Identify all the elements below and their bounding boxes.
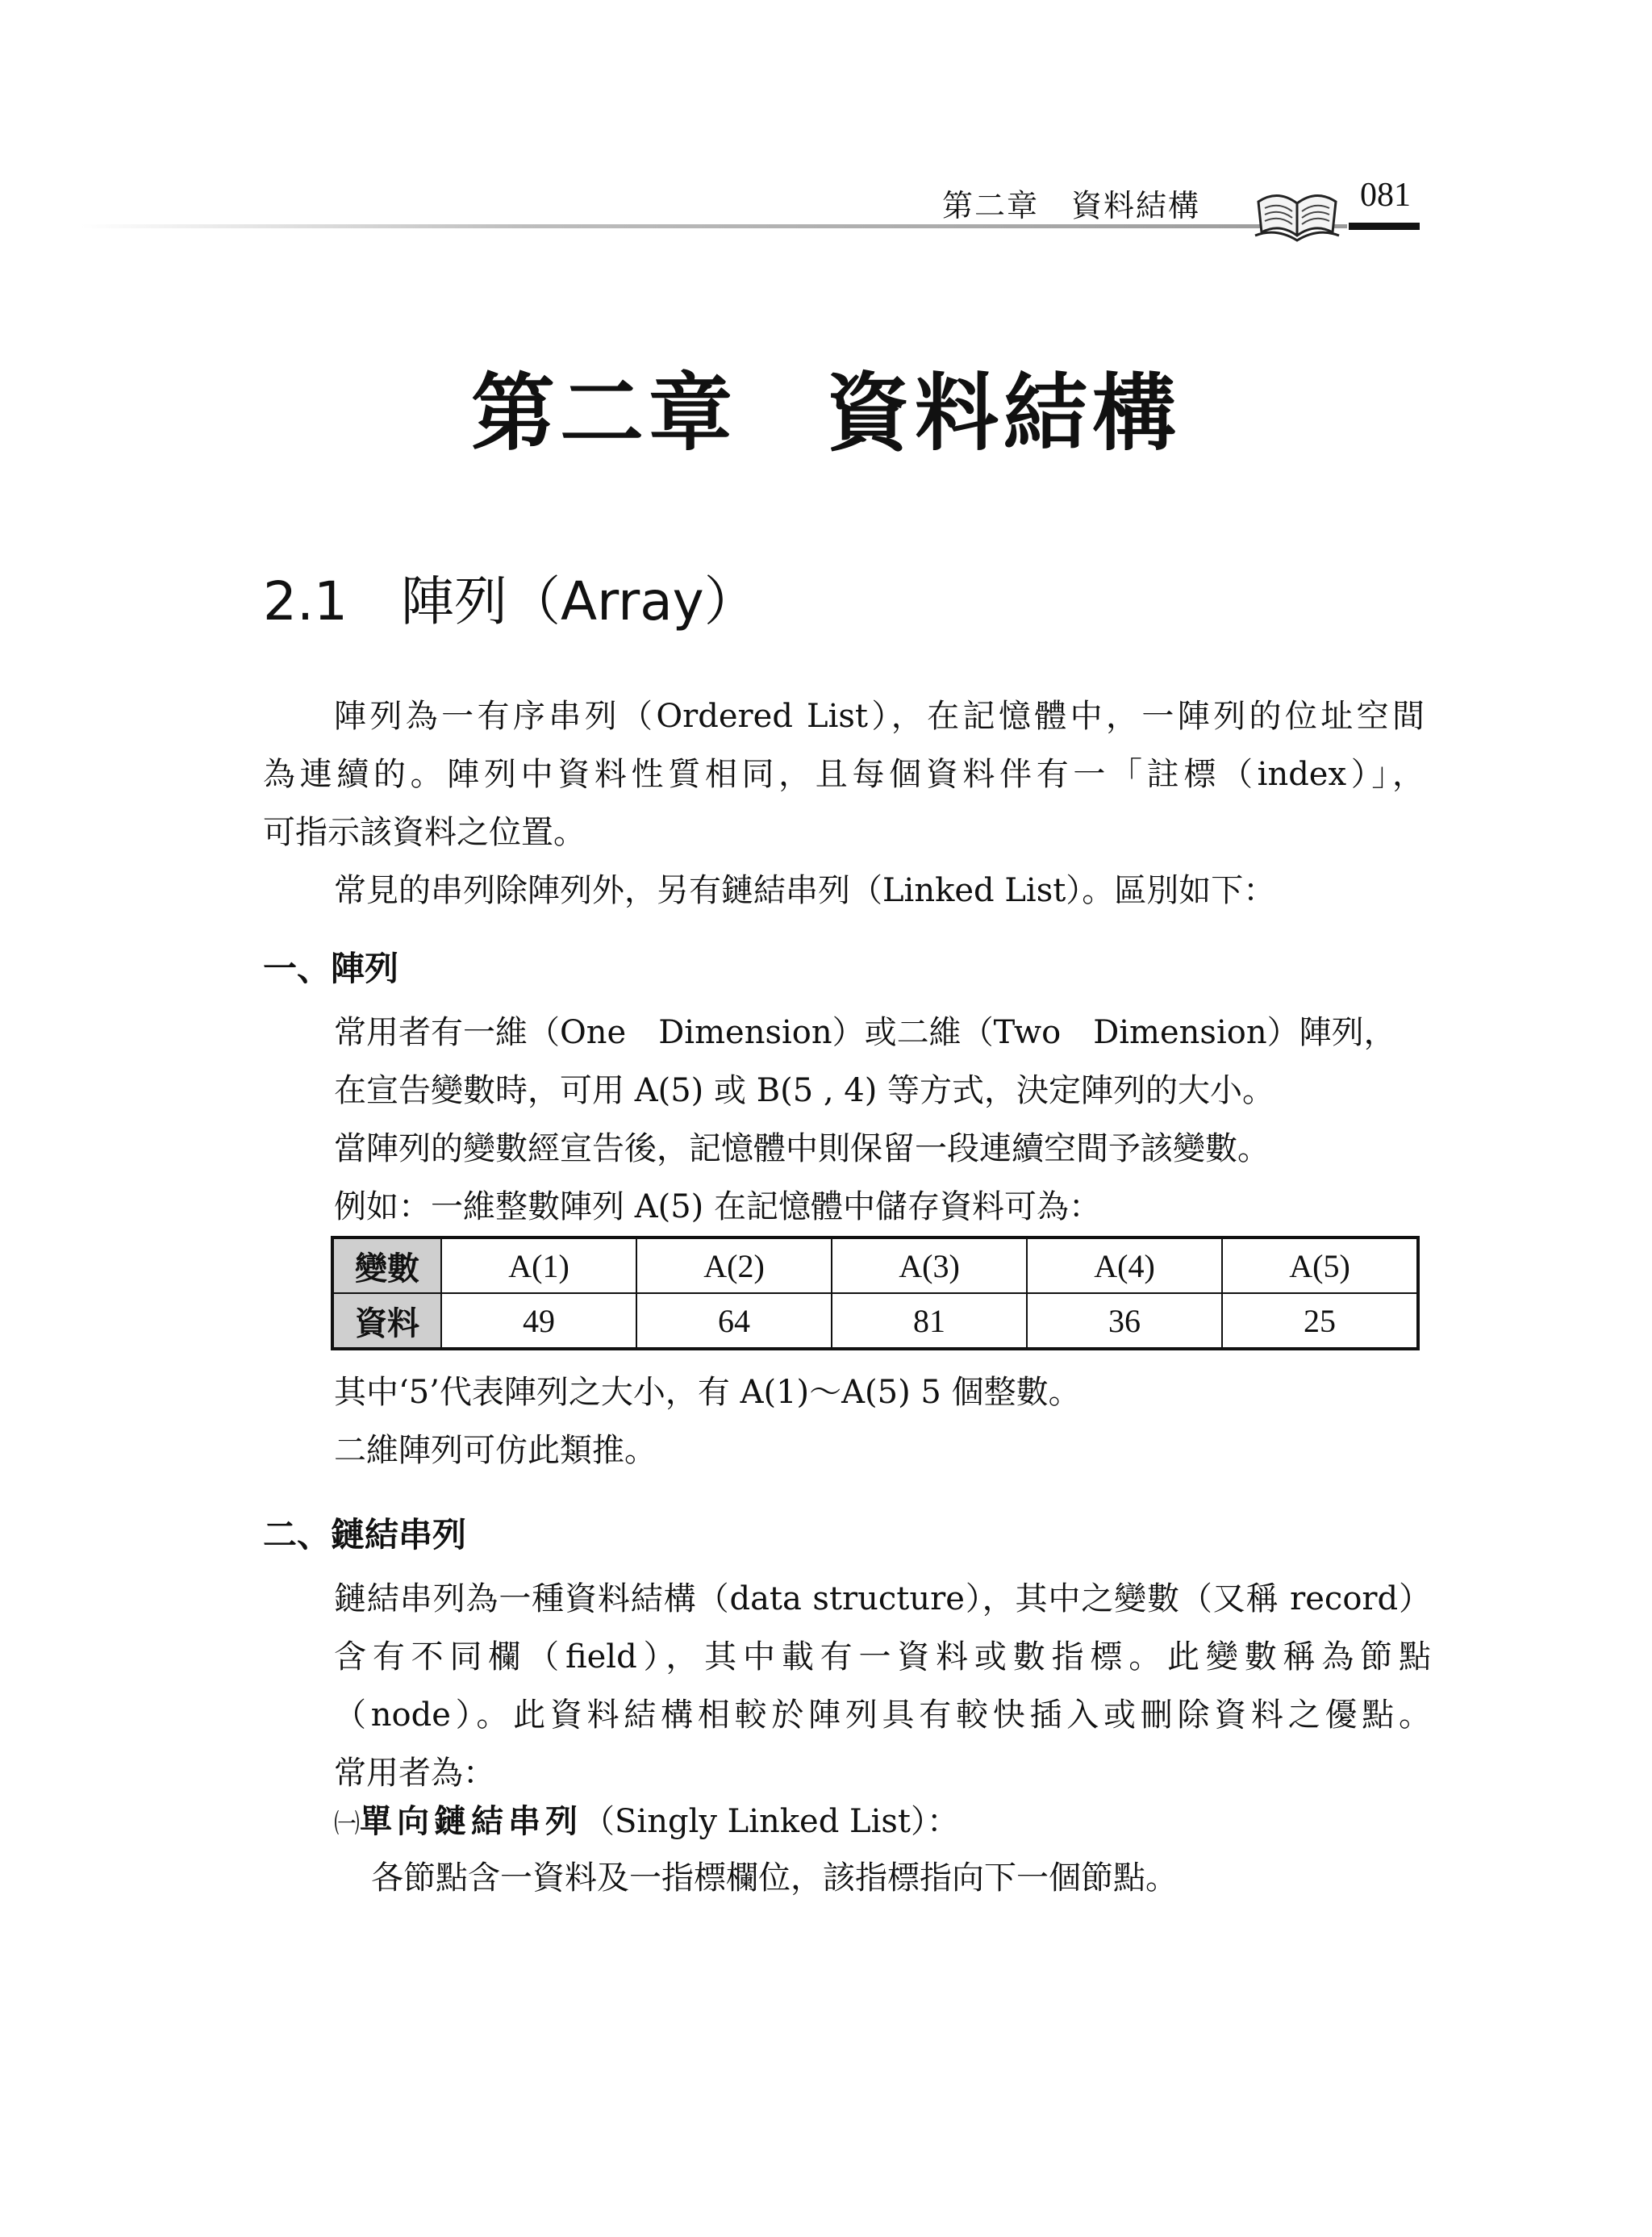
array-note: 二維陣列可仿此類推。 (334, 1432, 657, 1469)
array-table (331, 1236, 1420, 1350)
table-row (332, 1293, 1418, 1349)
item-title: 單向鏈結串列 (360, 1802, 583, 1840)
singly-linked-list-item (334, 1796, 959, 1842)
singly-linked-list-desc: 各節點含一資料及一指標欄位，該指標指向下一個節點。 (371, 1859, 1178, 1897)
subsection-heading-array: 一、陣列 (263, 949, 399, 988)
intro-line: 常見的串列除陣列外，另有鏈結串列（Linked List）。區別如下： (334, 872, 1276, 909)
open-book-icon (1252, 179, 1342, 244)
page-number: 081 (1360, 177, 1411, 214)
subsection-heading-linked-list: 二、鏈結串列 (263, 1515, 467, 1555)
linked-line: 常用者為： (334, 1755, 495, 1792)
running-header (0, 161, 1652, 226)
array-line: 例如：一維整數陣列 A(5) 在記憶體中儲存資料可為： (334, 1188, 1101, 1225)
array-notes (334, 1363, 1431, 1480)
table-cell: 36 (1027, 1293, 1222, 1349)
linked-line: 含有不同欄（field），其中載有一資料或數指標。此變數稱為節點 (334, 1638, 1431, 1676)
table-cell: A(1) (441, 1237, 636, 1293)
intro-paragraph-2 (263, 862, 1425, 920)
table-cell: A(3) (832, 1237, 1027, 1293)
row-header-variable: 變數 (332, 1237, 441, 1293)
table-row (332, 1237, 1418, 1293)
table-cell: 25 (1222, 1293, 1418, 1349)
array-description (334, 1004, 1431, 1236)
intro-line: 為連續的。陣列中資料性質相同，且每個資料伴有一「註標（index）」， (263, 756, 1425, 793)
array-line: 常用者有一維（One Dimension）或二維（Two Dimension）陣列， (334, 1014, 1396, 1051)
array-note: 其中‘5’代表陣列之大小，有 A(1)～A(5) 5 個整數。 (334, 1374, 1081, 1411)
table-cell: A(4) (1027, 1237, 1222, 1293)
linked-line: （node）。此資料結構相較於陣列具有較快插入或刪除資料之優點。 (334, 1697, 1431, 1734)
intro-line: 陣列為一有序串列（Ordered List），在記憶體中，一陣列的位址空間 (334, 698, 1425, 735)
linked-list-description (334, 1570, 1431, 1802)
intro-paragraph (263, 687, 1425, 862)
running-title: 第二章 資料結構 (942, 188, 1201, 223)
table-cell: 81 (832, 1293, 1027, 1349)
table-cell: 49 (441, 1293, 636, 1349)
header-rule-end (1349, 223, 1420, 230)
table-cell: A(5) (1222, 1237, 1418, 1293)
chapter-title: 第二章 資料結構 (470, 363, 1181, 462)
array-line: 在宣告變數時，可用 A(5) 或 B(5 , 4) 等方式，決定陣列的大小。 (334, 1072, 1275, 1109)
item-suffix: （Singly Linked List）： (582, 1803, 959, 1840)
intro-line: 可指示該資料之位置。 (263, 814, 586, 851)
section-title: 2.1 陣列（Array） (263, 570, 757, 632)
table-cell: A(2) (636, 1237, 832, 1293)
array-line: 當陣列的變數經宣告後，記憶體中則保留一段連續空間予該變數。 (334, 1130, 1270, 1167)
row-header-data: 資料 (332, 1293, 441, 1349)
table-cell: 64 (636, 1293, 832, 1349)
item-number: ㈠ (334, 1808, 361, 1838)
linked-line: 鏈結串列為一種資料結構（data structure），其中之變數（又稱 record） (334, 1580, 1431, 1617)
